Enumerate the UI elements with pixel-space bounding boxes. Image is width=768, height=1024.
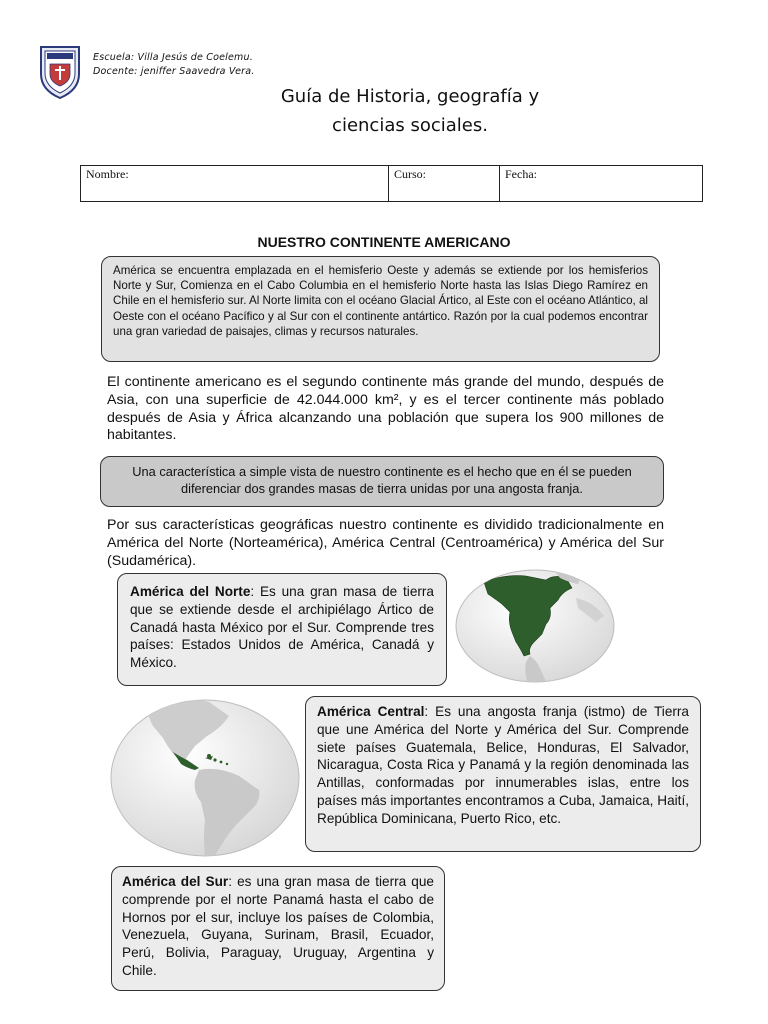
title-line-2: ciencias sociales. [332, 115, 488, 136]
name-label: Nombre: [86, 167, 129, 181]
name-field[interactable] [81, 166, 389, 202]
intro-box: América se encuentra emplazada en el hemisferio Oeste y además se extiende por los hemisferios Norte y Sur, Comienza en el Cabo Columbia en el hemisferio Norte hasta las Islas Diego Ramírez en Chile en el hemisferio sur. Al Norte limita con el océano Glacial Ártico, al Este con el océano Atlántico, al Oeste con el océano Pacífico y al Sur con el continente antártico. Razón por la cual podemos encontrar una gran variedad de paisajes, climas y recursos naturales. [101, 256, 660, 362]
date-label: Fecha: [505, 167, 537, 181]
student-info-table [80, 165, 703, 202]
central-america-term: América Central [317, 704, 425, 719]
south-america-card [111, 866, 445, 991]
page-title [250, 82, 570, 140]
section-heading: NUESTRO CONTINENTE AMERICANO [257, 234, 511, 250]
date-field[interactable] [500, 166, 703, 202]
north-america-term: América del Norte [130, 584, 251, 599]
school-info [93, 51, 254, 79]
school-name: Escuela: Villa Jesús de Coelemu. [93, 52, 253, 63]
south-america-term: América del Sur [122, 874, 229, 889]
central-america-card [305, 696, 701, 852]
central-america-text: : Es una angosta franja (istmo) de Tierra que une América del Norte y América del Sur. Comprende siete países Guatemala, Belice, Honduras, El Salvador, Nicaragua, Costa Rica y Panamá y la región denominada las Antillas, conformadas por innumerables islas, entre los países más importantes encontramos a Cuba, Jamaica, Haití, República Dominicana, Puerto Rico, etc. [317, 704, 689, 826]
paragraph-division: Por sus características geográficas nuestro continente es dividido tradicionalmente en América del Norte (Norteamérica), América Central (Centroamérica) y América del Sur (Sudamérica). [107, 517, 664, 569]
course-field[interactable] [389, 166, 500, 202]
north-america-text: : Es una gran masa de tierra que se extiende desde el archipiélago Ártico de Canadá hasta México por el Sur. Comprende tres países: Estados Unidos de América, Canadá y México. [130, 584, 434, 671]
teacher-name: Docente: jeniffer Saavedra Vera. [93, 66, 255, 77]
north-america-globe-image [454, 568, 616, 684]
highlight-box: Una característica a simple vista de nuestro continente es el hecho que en él se pueden diferenciar dos grandes masas de tierra unidas por una angosta franja. [100, 456, 664, 507]
paragraph-surface: El continente americano es el segundo continente más grande del mundo, después de Asia, con una superficie de 42.044.000 km², y es el tercer continente más poblado después de Asia y África alcanzando una población que supera los 900 millones de habitantes. [107, 374, 664, 444]
south-america-text: : es una gran masa de tierra que comprende por el norte Panamá hasta el cabo de Hornos por el sur, incluye los países de Colombia, Venezuela, Guyana, Surinam, Brasil, Ecuador, Perú, Bolivia, Paraguay, Uruguay, Argentina y Chile. [122, 874, 434, 978]
school-crest-logo [38, 44, 82, 100]
course-label: Curso: [394, 167, 427, 181]
north-america-card [117, 573, 447, 686]
central-america-globe-image [109, 698, 302, 858]
title-line-1: Guía de Historia, geografía y [280, 86, 540, 107]
